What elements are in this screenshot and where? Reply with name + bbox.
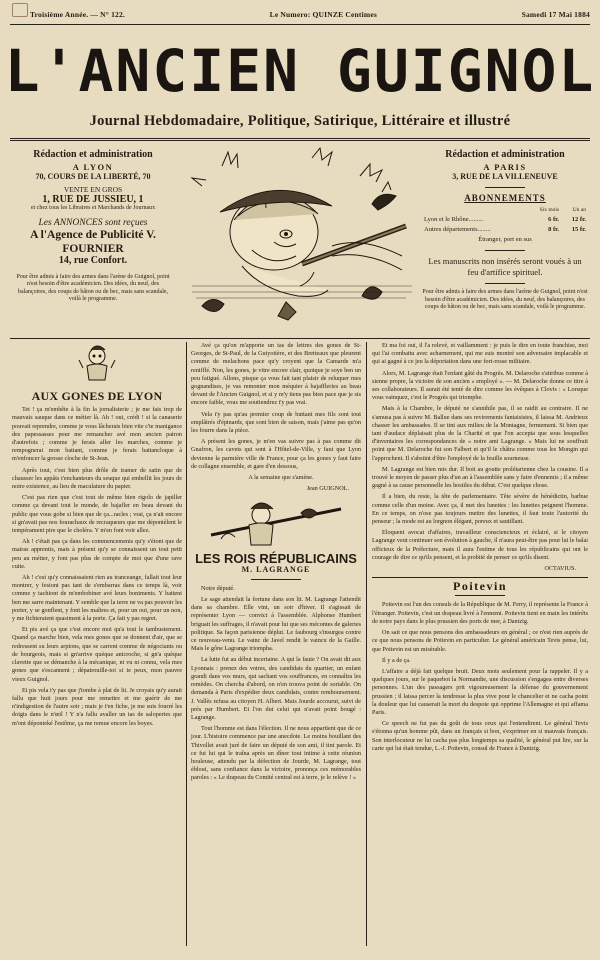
col-one-year: Un an — [572, 207, 586, 213]
issue-date: Samedi 17 Mai 1884 — [521, 9, 590, 19]
lyon-heading: Rédaction et administration — [33, 149, 153, 160]
paragraph: A la semaine que s'amène. — [248, 474, 314, 482]
wholesale-label: VENTE EN GROS — [63, 185, 123, 194]
annonces-label: Les ANNONCES sont reçues — [38, 217, 148, 228]
paris-city: A PARIS — [483, 162, 527, 172]
header-line — [10, 6, 590, 22]
paragraph: Eloquent avocat d'affaires, travailleur consciencieux et éclairé, si le citoyen Lagrange veut continuer son évolution à gauche, il n'aura peut-être pas pour lui le balai officieux de la Préfecture, mais il aura l'estime de tous les républicains qui ont le courage de dire ce qu'ils pensent, et la probité de penser ce qu'ils disent. — [372, 529, 588, 561]
paragraph: Il y a de ça. — [382, 656, 411, 664]
masthead-title: L'ANCIEN GUIGNOL — [4, 37, 596, 105]
manuscripts-note: Les manuscrits non insérés seront voués à un feu d'artifice spirituel. — [428, 256, 582, 277]
column-3 — [372, 342, 588, 756]
subscription-row: Autres départements........ 8 fr. 15 fr. — [424, 226, 586, 233]
divider — [455, 595, 505, 596]
subscriptions-header — [422, 205, 588, 215]
article-title-poitevin: Poitevin — [453, 579, 507, 594]
divider — [485, 283, 525, 284]
paragraph: Ce speech ne fut pas du goût de tous ceux qui l'entendirent. Le général Tevis s'étonna qu'un homme pût, dans un français si bon, s'exprimer en si mauvais français. Son interlocuteur ne lui cacha pas plus longtemps sa qualité, le général put lire, sur la carte qui lui était tendue, L.-J. Poitevin, consul de France à Dantzig. — [372, 720, 588, 752]
rois-illustration — [201, 495, 351, 551]
article-subtitle-lagrange: M. LAGRANGE — [241, 564, 311, 574]
subscription-row: Étranger, port en sus — [478, 236, 532, 243]
subscriptions-table — [422, 205, 588, 245]
header-rule — [10, 24, 590, 25]
paragraph: Après tout, c'est bien plus drôle de tramer de satin que de chausser les appâts t'enchanteurs du seuque qui embellit les jours de notre existence, au lieu de maculature du papier. — [12, 466, 182, 491]
paragraph: Il a bien, du reste, la tête de parlementaire. Tête sévère de bénédictin, barbue comme celle d'un moine. Avec ça, il met des lunettes : les lunettes peignent l'homme. En ce temps, on n'ose pas toujours mettre des lunettes, il faut toute l'autorité du penseur ; la mode est au lorgnon élégant, poreux et sautillant. — [372, 493, 588, 526]
issue-price: Le Numero: QUINZE Centimes — [269, 9, 377, 19]
paragraph: L'affaire a déjà fait quelque bruit. Deux mots seulement pour la rappeler. Il y a quelques jours, sur le paquebot la Normandie, une discussion s'engagea entre diverses personnes. L'un des passagers prit vigoureusement la défense du gouvernement prussien ; il laissa percer la tendresse la plus vive pour le chancelier et ne cacha point la douleur que lui causerait la mort du despote qui opprime l'Allemagne et qui affama Paris. — [372, 667, 588, 716]
divider — [251, 579, 301, 580]
paragraph: Poitevin est l'un des consuls de la République de M. Ferry, il représente la France à l'étranger. Poitevin, c'est un drapeau livré à l'ennemi. Poitevin tient en main les intérêts de notre pays dans le plus prussien des ports de mer, à Dantzig. — [372, 601, 588, 625]
paragraph: La lutte fut au début incertaine. A qui la faute ? On avait dit aux Lyonnais : prenez des votres, des candidats du quartier, un enfant grandi dans vos murs, qui sachant vos souffrances, en connaîtra les remèdes. On chercha d'abord, on n'en trouva point de sortable. On demanda à Paris d'expédier deux candidats, contre remboursement. J. Vallès refusa au citoyen H. Albert. Mais Jourde accourut, suivi de près par Humbert. Et l'on dut celui qui n'avait point bougé : Lagrange. — [191, 656, 361, 721]
paragraph: Alors, M. Lagrange était l'enfant gâté du Progrès. M. Delaroche s'attribue comme à sienne propre, la victoire de son ancien « employé ». — M. Delaroche donne ce titre à ses collaborateurs. Il aurait été tenté de dire comme les évêques à Clovis : « Lorsque vous vainquez, c'est le Progrès qui triomphe. — [372, 369, 589, 402]
article-title-rois: LES ROIS RÉPUBLICAINS — [195, 551, 357, 567]
paragraph: M. Lagrange est bien mis dur. Il boit au goutte prolétarienne chez la cousine. Il a trouvé le moyen de passer plus d'un an à l'assemblée sans y faire d'ennemis ; il a même gagné à sa cause personnelle les hostiles du début. C'est quelque chose. — [372, 465, 588, 490]
divider — [485, 250, 525, 251]
subscriptions-title: ABONNEMENTS — [464, 193, 546, 203]
column-rule — [366, 342, 367, 946]
paragraph: Tout l'homme est dans l'élection. Il ne nous appartient que de ce jour. L'histoire commence par une anecdote. Le moins bouillant des Thivollet avait juré de faire un député de son ami, il tint parole. Et ce fut lui qui le traîna après un dîner tout intime à cette réunion houleuse, attendu par la défection de Jourde, M. Lagrange, tout ébloui, sans confiance dans la victoire, prononça ces mémorables paroles : « Le drapeau du Comité central est à terre, je le relève ! » — [191, 725, 361, 782]
signature-guignol: Jean GUIGNOL. — [306, 485, 349, 493]
paragraph: Ah ! c'est qu'y connaissaient rien au tranceange, fallait tout leur montrer, y fesiont pas tant de s'embarras dans ce temps là, voir comme y tachiont de m'embobiner avé leurs boniments. Y battent ben me sarre maintenant. Y semble que la terre ne va pas pouvoir les porter, y se gonflent, y font les maîtres et, pour un oui, pour un non, y me fichteraient quasiment à la porte. Ça fait y pas regret. — [12, 574, 182, 623]
column-rule — [186, 342, 187, 946]
lyon-city: A LYON — [72, 162, 114, 172]
paris-note: Pour être admis à faire des armes dans l'arène de Guignol, point n'est besoin d'être académicien. Des idées, du neuf, des balançoires, des coups de bâton ou de bec, mais sans scandale, voilà le programme. — [422, 289, 588, 310]
wholesale-note: et chez tous les Libraires et Marchands de Journaux — [30, 205, 156, 211]
paragraph: Et ma foi oui, il l'a relevé, et vaillamment : je puis le dire en toute franchise, moi qui l'ai combattu avec acharnement, qui me suis montré son adversaire implacable et qui ai gagné à ce jeu la déportation dans une fort-rosse militaire. — [372, 342, 588, 366]
paragraph: A présent les gones, je m'en vas suivre pas à pas comme dit Gnafron, les cavets qui sont à l'Hôtel-de-Ville, y faut que Lyon devienne la parmière ville de France, pour ça les gones y faut faire de collagne ensemble, et gare d'en dessous, — [191, 438, 361, 470]
paris-info-box — [422, 150, 588, 312]
article-title-aux-gones: AUX GONES DE LYON — [31, 389, 163, 403]
body-top-rule — [10, 338, 590, 339]
col-six-months: Six mois — [539, 207, 560, 213]
paragraph: Ah ! c'était pas ça dans les commencements qu'y s'étont que de mairas apprentis, mais à présent qu'y se connaissent un tout petit peu au métier, y font pas plus de compte de moi que d'une rave cuite. — [12, 538, 182, 570]
divider — [485, 187, 525, 188]
paragraph: Et pis avé ça que c'est encore moi qu'a tout le tambustement. Quand ça marche bien, vela mes gones que se donnent d'air, que se redressent su leurs arpions, que se carrent comme de négociants ou de bourgeois, mais si gn'arrive quèque anicroche, si gn'a quèque clavette que se démanche à la mécanique, ni vu ni connu, vela mes gones que s'escannent ; dépatrouille-toi si te peux, mon pauvre vieux Guignol. — [12, 626, 182, 683]
lyon-note: Pour être admis à faire des armes dans l'arène de Guignol, point n'est besoin d'être académicien. Des idées, du neuf, des balançoires, des coups de bâton ou de bec, mais sans scandale, voilà le programme. — [16, 273, 170, 302]
wholesale-address: 1, RUE DE JUSSIEU, 1 — [42, 194, 144, 205]
agence-name: A l'Agence de Publicité V. FOURNIER — [30, 228, 156, 255]
paris-address: 3, RUE DE LA VILLENEUVE — [452, 172, 558, 181]
guignol-engraving — [182, 146, 418, 332]
paragraph: Et pis vela t'y pas que j'tombe à plat de lit. Je croyais qu'y aurait fallu que huit jours pour me remettre et me guérir de me n'indigestion de l'autre soir ; mais je t'en fiche, je me suis fourré les doigts dans le n'œil ! Y n'a fallu avaller un tas de saloperies que m'ont déponteké l'estôme, ça me remue encore les boyes. — [12, 686, 182, 727]
subscription-row: Lyon et le Rhône......... 6 fr. 12 fr. — [424, 216, 586, 223]
divider — [372, 577, 588, 578]
paragraph: On sait ce que nous pensons des ambassadeurs en général ; ce n'est rien auprès de ce que nous pensons de Poitevin en particulier. Le général américain Tevis pense, lui, que Poitevin est un misérable. — [372, 629, 588, 653]
paragraph: Mais à la Chambre, le député ne s'annihile pas, il se raidit au contraire. Il ne s'amusa pas à suivre M. Ballue dans ses revirements fantaisistes, il laissa M. Andrieux chasser les ambassades. Il se tint aux milieu de la Montagne, fermement. Si bien que tant d'audace déplaisait plus de la Charité et que l'on accepta que sous lesquelles d'inventaires les correspondances de « notre ami Lagrange. » Mais lui ne souffrait point que M. Delaroche fut son Falbert et qu'il le châtra comme tous les Mongin qui l'approchent. Il s'abstint d'être l'employé de la feuille sourneuse. — [372, 405, 588, 462]
paragraph: Notre député. — [201, 584, 235, 592]
column-1 — [12, 342, 182, 731]
paragraph: Vela t'y pas qu'au premier coup de buttant mes fils sont tout emplâtrés d'épinards, que sont bien de saison, mais j'aime pas qu'on les fourre dans la pièce. — [191, 410, 361, 435]
lyon-address: 70, COURS DE LA LIBERTÉ, 70 — [35, 172, 151, 181]
issue-number: Troisième Année. — N° 122. — [30, 9, 125, 19]
paragraph: Le sage attendait la fortune dans son lit. M. Lagrange l'attendit dans sa chambre. Elle vint, un soir d'hiver. Il s'agissait de représenter Lyon — convict à l'assemblée. Alphonse Humbert briguait les suffrages, il n'avait pour lui que ses mécontes de galeries politique. Sa façon parisienne déplut. Le faubourg s'insurgea contre ce nouveau-venu. Le vainc de Javel rendit le vaincu de la Gaille. Mais le gône Lagrange triompha. — [191, 596, 361, 653]
masthead-subtitle: Journal Hebdomadaire, Politique, Satirique, Littéraire et illustré — [89, 113, 511, 129]
paragraph: Avé ça qu'on m'apporte un tas de lettres des gones de St-Georges, de St-Paul, de la Guiyotière, et des Bretteaux que pleurent comme de melachons pace qu'y croyent que la Camarde m'a renifflé. Non, les gones, je vitre encore clair, quoique je soye ben un peu fatigué. Allons, pisque ça vous fait tant plaisir de reluquer mes gognandises, je vas remonter mon méquier à bajaffleries au beau devant de l'Ancien Guignol, et si y m'y tiens pas bien pace que je sis encore faible, vous me soutiendrez t'y pas vrai. — [191, 342, 361, 407]
paragraph: C'est pas rien que c'est tout de même bien rigolo de japiller comme ça devant tout le monde, de bajafler en beau devant du public que vous gobe si bien que de ça...racles ; vrai, ça n'ait encore si gn'avait pas nos fourachaux de recraqueurs que me dépontèlent le tempérament pire que le choléra. Y m'en font voir allez. — [12, 494, 182, 535]
lyon-info-box — [14, 150, 172, 304]
agence-address: 14, rue Confort. — [58, 254, 128, 266]
signature-octavius: OCTAVIUS. — [544, 565, 576, 573]
column-2 — [191, 342, 361, 786]
paris-heading: Rédaction et administration — [445, 149, 565, 160]
guignol-puppet-illustration — [77, 342, 117, 386]
paragraph: Tet ! ça m'embête à la fin la jornalisterie ; je me fais trop de mauvais sauque dans ce métier là. Ah ! oui, crédi ! si la canaserie pouvait reprendre, comme je vous lâcherais bien vite c'te manigance des papessasses pour me remancher avé mon ancien patron d'autrefois ; comme je ferais aller les marches, comme je rempognerai mon battant, comme je ferais battancloque à m'enfoncer la grosse cloche de St-Jean. — [12, 406, 182, 463]
masthead-rule — [10, 138, 590, 141]
